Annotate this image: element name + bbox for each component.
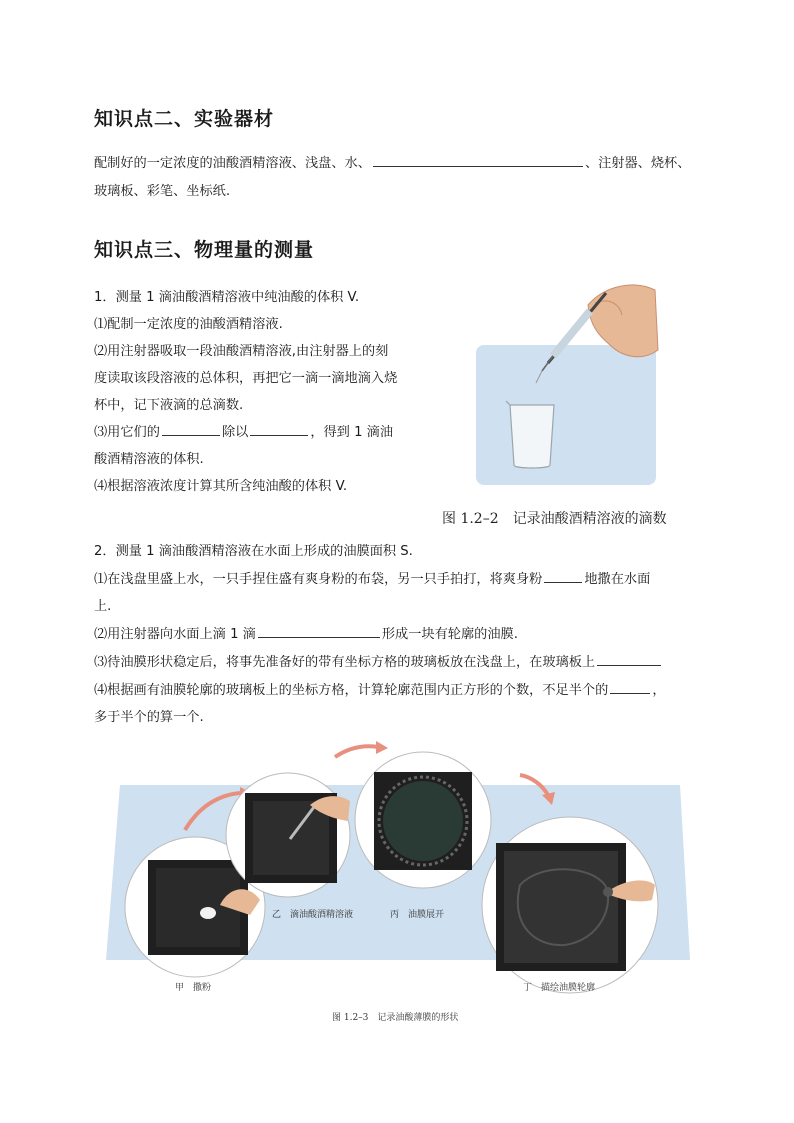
section2-line1-a: 配制好的一定浓度的油酸酒精溶液、浅盘、水、 (94, 156, 371, 171)
item1-step3d: 酸酒精溶液的体积. (94, 452, 204, 467)
item2-step1 (94, 566, 650, 594)
item2-step4c: 多于半个的算一个. (94, 710, 204, 725)
item2-step4 (94, 677, 666, 705)
blank-trace-outline[interactable] (597, 651, 661, 666)
blank-powder-spread[interactable] (544, 568, 582, 583)
blank-equipment[interactable] (373, 152, 583, 167)
fig2-label-bing: 丙 油膜展开 (390, 910, 445, 920)
item1-head: 1．测量 1 滴油酸酒精溶液中纯油酸的体积 V. (94, 290, 360, 305)
section3-title: 知识点三、物理量的测量 (94, 239, 315, 261)
item1-step3-a: ⑶用它们的 (94, 425, 160, 440)
oil-film-illustration (100, 735, 700, 1005)
fig2-label-yi: 乙 滴油酸酒精溶液 (272, 910, 354, 920)
blank-total-volume[interactable] (162, 421, 220, 436)
figure-syringe-beaker (470, 275, 670, 490)
syringe-beaker-illustration (470, 275, 670, 490)
item1-step2c: 杯中，记下液滴的总滴数. (94, 398, 244, 413)
item2-step1-b: 地撒在水面 (584, 572, 651, 587)
item1-step3 (94, 419, 393, 447)
section2-line1 (94, 150, 690, 178)
section2-title: 知识点二、实验器材 (94, 108, 275, 130)
fig2-label-ding: 丁 描绘油膜轮廓 (523, 983, 596, 993)
item2-step2-a: ⑵用注射器向水面上滴 1 滴 (94, 627, 256, 642)
section2-line1-b: 、注射器、烧杯、 (584, 156, 691, 171)
item1-step4: ⑷根据溶液浓度计算其所含纯油酸的体积 V. (94, 479, 348, 494)
item1-step3-b: 除以 (221, 425, 249, 440)
section2-line2: 玻璃板、彩笔、坐标纸. (94, 184, 231, 199)
figure2-caption: 图 1.2–3 记录油酸薄膜的形状 (332, 1013, 459, 1023)
blank-less-half[interactable] (610, 679, 650, 694)
item2-step3 (94, 649, 663, 677)
item2-step2-b: 形成一块有轮廓的油膜. (381, 627, 518, 642)
item2-step1-a: ⑴在浅盘里盛上水，一只手捏住盛有爽身粉的布袋，另一只手拍打，将爽身粉 (94, 572, 543, 587)
item2-step3-a: ⑶待油膜形状稳定后，将事先准备好的带有坐标方格的玻璃板放在浅盘上，在玻璃板上 (94, 655, 596, 670)
item1-step1: ⑴配制一定浓度的油酸酒精溶液. (94, 317, 283, 332)
blank-drop-solution[interactable] (258, 623, 380, 638)
figure1-caption: 图 1.2–2 记录油酸酒精溶液的滴数 (442, 511, 667, 527)
item2-head: 2．测量 1 滴油酸酒精溶液在水面上形成的油膜面积 S. (94, 544, 413, 559)
item1-step2b: 度读取该段溶液的总体积，再把它一滴一滴地滴入烧 (94, 371, 398, 386)
item1-step3-c: ，得到 1 滴油 (310, 425, 394, 440)
item2-step4-a: ⑷根据画有油膜轮廓的玻璃板上的坐标方格，计算轮廓范围内正方形的个数，不足半个的 (94, 683, 609, 698)
item2-step1c: 上. (94, 599, 112, 614)
item2-step4-b: ， (652, 683, 666, 698)
item1-step2a: ⑵用注射器吸取一段油酸酒精溶液,由注射器上的刻 (94, 344, 389, 359)
fig2-label-jia: 甲 撒粉 (175, 983, 212, 993)
blank-total-drops[interactable] (250, 421, 308, 436)
figure-oil-film-sequence (100, 735, 700, 1005)
item2-step2 (94, 621, 518, 649)
